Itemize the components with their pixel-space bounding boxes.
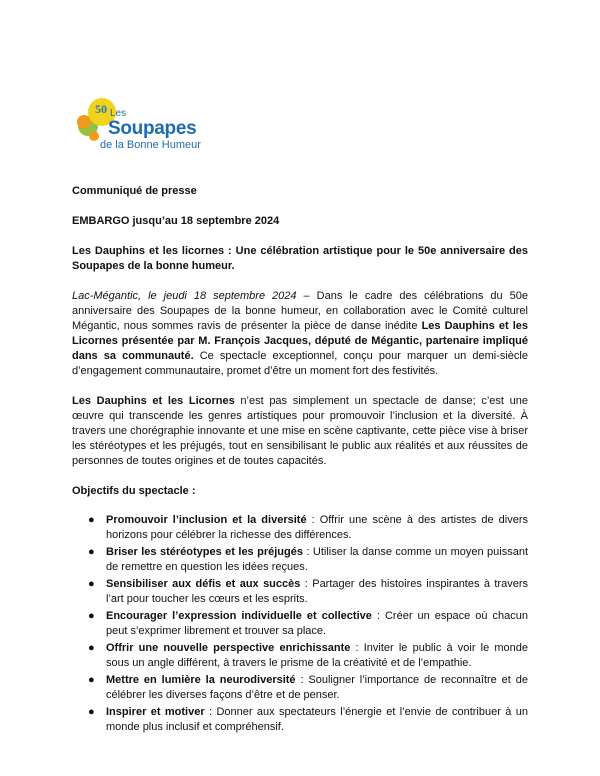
list-item (72, 673, 528, 703)
objective-text: : Souligner l’importance de reconnaître et de célébrer les diverses façons d’être et de penser. (106, 674, 528, 701)
bullet-icon: ● (88, 578, 95, 590)
list-item (72, 545, 528, 575)
bullet-icon: ● (88, 706, 95, 718)
objective-title: Inspirer et motiver (106, 706, 205, 718)
objective-text: : Inviter le public à voir le monde sous un angle différent, à travers le prisme de la créativité et de l’empathie. (106, 642, 528, 669)
bullet-icon: ● (88, 674, 95, 686)
description-text: n’est pas simplement un spectacle de danse; c’est une œuvre qui transcende les genres artistiques pour promouvoir l’inclusion et la diversité. À travers une chorégraphie innovante et une mise en scène captivante, cette pièce vise à briser les stéréotypes et les préjugés, tout en sensibilisant le public aux réalités et aux réussites de personnes de toutes origines et de toutes capacités. (72, 395, 528, 467)
objective-title: Offrir une nouvelle perspective enrichissante (106, 642, 351, 654)
objective-text: : Créer un espace où chacun peut s’exprimer librement et trouver sa place. (106, 610, 529, 637)
intro-paragraph (72, 289, 528, 379)
logo-text-bonne-humeur: de la Bonne Humeur (100, 139, 201, 151)
headline: Les Dauphins et les licornes : Une célébration artistique pour le 50e anniversaire des Soupapes de la bonne humeur. (72, 245, 528, 272)
intro-text-a: – Dans le cadre des célébrations du 50e anniversaire des Soupapes de la bonne humeur, en collaboration avec le Comité culturel Mégantic, nous sommes ravis de présenter la pièce de danse inédite (72, 290, 528, 332)
objective-title: Promouvoir l’inclusion et la diversité (106, 514, 307, 526)
list-item (72, 513, 528, 543)
objective-title: Encourager l’expression individuelle et collective (106, 610, 372, 622)
bullet-icon: ● (88, 514, 95, 526)
bullet-icon: ● (88, 546, 95, 558)
press-release-body (72, 184, 528, 737)
objectives-list (72, 513, 528, 735)
list-item (72, 577, 528, 607)
show-title: Les Dauphins et les Licornes (72, 395, 235, 407)
objective-title: Sensibiliser aux défis et aux succès (106, 578, 301, 590)
organization-logo (74, 96, 201, 158)
objective-text: : Offrir une scène à des artistes de divers horizons pour célébrer la richesse des différences. (106, 514, 528, 541)
dateline: Lac-Mégantic, le jeudi 18 septembre 2024 (72, 290, 297, 302)
bullet-icon: ● (88, 642, 95, 654)
logo-text-les: Les (110, 108, 127, 119)
objective-text: : Partager des histoires inspirantes à travers l’art pour toucher les cœurs et les esprits. (106, 578, 528, 605)
intro-bold-text: Les Dauphins et les Licornes présentée par M. François Jacques, député de Mégantic, partenaire impliqué dans sa communauté. (72, 320, 528, 362)
description-paragraph (72, 394, 528, 469)
list-item (72, 705, 528, 735)
objective-text: : Utiliser la danse comme un moyen puissant de remettre en question les idées reçues. (106, 546, 529, 573)
objective-title: Briser les stéréotypes et les préjugés (106, 546, 303, 558)
list-item (72, 609, 528, 639)
objectives-heading: Objectifs du spectacle : (72, 485, 196, 497)
embargo-line: EMBARGO jusqu’au 18 septembre 2024 (72, 215, 280, 227)
logo-number: 50 (95, 102, 107, 116)
list-item (72, 641, 528, 671)
document-type-label: Communiqué de presse (72, 185, 197, 197)
objective-text: : Donner aux spectateurs l’énergie et l’envie de contribuer à un monde plus inclusif et compréhensif. (106, 706, 529, 733)
bullet-icon: ● (88, 610, 95, 622)
objective-title: Mettre en lumière la neurodiversité (106, 674, 296, 686)
logo-text-soupapes: Soupapes (108, 118, 197, 139)
intro-text-b: Ce spectacle exceptionnel, conçu pour marquer un demi-siècle d’engagement communautaire, promet d’être un moment fort des festivités. (72, 350, 528, 377)
